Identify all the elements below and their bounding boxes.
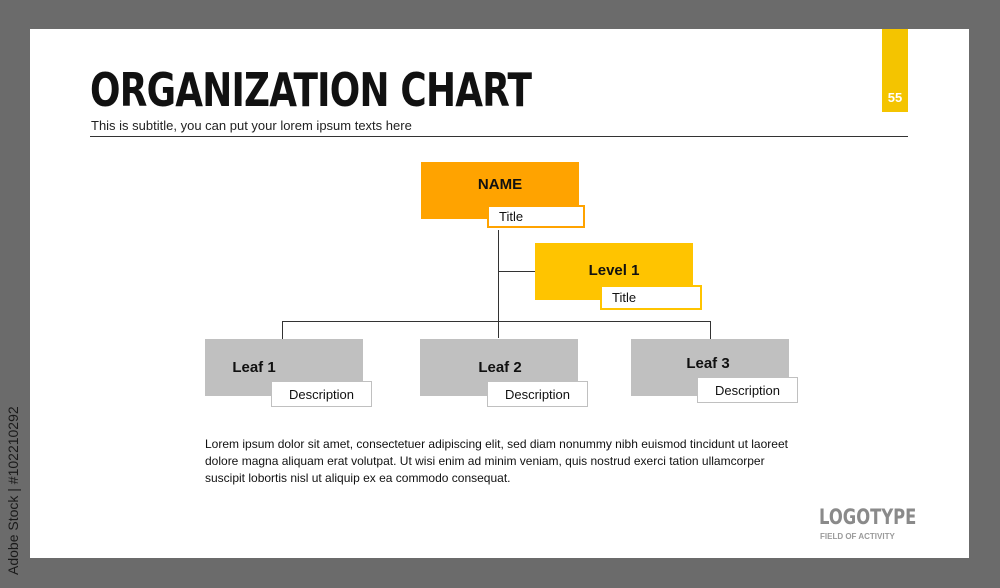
connector-leaf-1: [282, 321, 283, 339]
leaf-2-name: Leaf 2: [478, 359, 522, 376]
leaf-1-name: Leaf 1: [232, 359, 276, 376]
slide-title: ORGANIZATION CHART: [90, 63, 532, 117]
title-divider: [90, 136, 908, 137]
connector-leaf-3: [710, 321, 711, 339]
level1-node-name: Level 1: [588, 262, 640, 279]
leaf-3-description: [697, 377, 798, 403]
level1-node-title: [600, 285, 702, 310]
slide: [30, 29, 969, 558]
page-number-tab: [882, 29, 908, 112]
root-title-text: Title: [499, 209, 524, 224]
root-node-name: NAME: [477, 176, 523, 193]
leaf-3-name: Leaf 3: [686, 355, 730, 372]
page-number: 55: [887, 90, 903, 105]
leaf-3-description-text: Description: [714, 382, 781, 398]
body-paragraph: Lorem ipsum dolor sit amet, consectetuer adipiscing elit, sed diam nonummy nibh euismod tincidunt ut laoreet dolore magna aliquam erat volutpat. Ut wisi enim ad minim veniam, quis nostrud exerci tation ullamcorper suscipit lobortis nisl ut aliquip ex ea commodo consequat.: [205, 437, 788, 485]
connector-leaves-horizontal: [282, 321, 711, 322]
leaf-1-description: [271, 381, 372, 407]
connector-level1-branch: [498, 271, 535, 272]
root-node-title: [487, 205, 585, 228]
leaf-2-description-text: Description: [504, 386, 571, 402]
logotype: LOGOTYPE: [819, 505, 917, 529]
slide-subtitle: This is subtitle, you can put your lorem ipsum texts here: [91, 118, 412, 133]
leaf-2-description: [487, 381, 588, 407]
level1-title-text: Title: [612, 290, 637, 305]
stock-credit: Adobe Stock | #102210292: [5, 406, 21, 575]
leaf-1-description-text: Description: [288, 386, 355, 402]
logo-tagline: FIELD OF ACTIVITY: [820, 532, 895, 541]
